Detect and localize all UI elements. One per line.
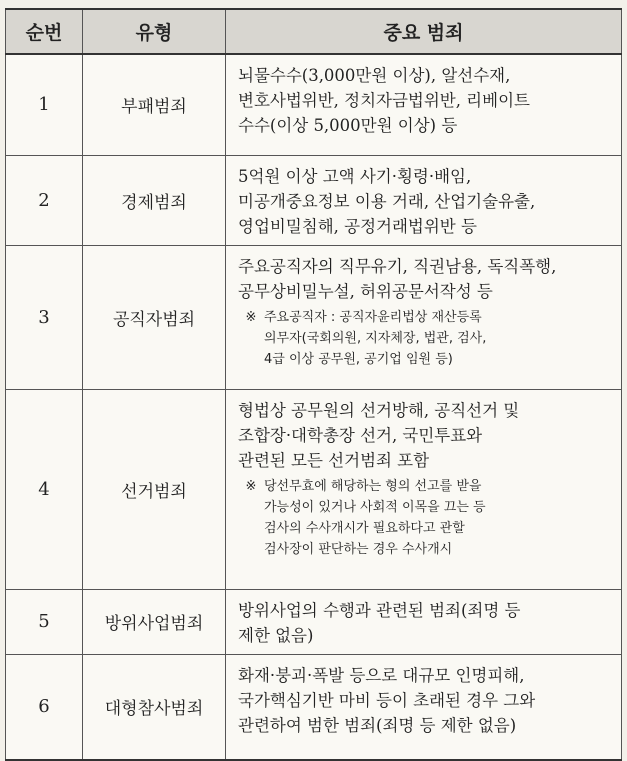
crime-table-wrapper <box>5 8 621 761</box>
description-text <box>238 598 615 648</box>
footnote <box>238 476 615 560</box>
row-number: 1 <box>6 54 83 155</box>
crime-description <box>226 654 622 760</box>
footnote-line: 가능성이 있거나 사회적 이목을 끄는 등 <box>264 499 486 515</box>
footnote-text <box>264 307 486 370</box>
reference-mark-icon: ※ <box>245 309 257 325</box>
description-line: 뇌물수수(3,000만원 이상), 알선수재, <box>238 66 511 85</box>
description-line: 변호사법위반, 정치자금법위반, 리베이트 <box>238 91 530 110</box>
description-line: 공무상비밀누설, 허위공문서작성 등 <box>238 281 493 301</box>
description-line: 형법상 공무원의 선거방해, 공직선거 및 <box>238 400 520 420</box>
table-row <box>6 54 622 155</box>
crime-description <box>226 54 622 155</box>
description-line: 조합장·대학총장 선거, 국민투표와 <box>238 425 483 445</box>
description-line: 미공개중요정보 이용 거래, 산업기술유출, <box>238 191 536 211</box>
footnote-line: 4급 이상 공무원, 공기업 임원 등) <box>264 351 453 367</box>
reference-mark-icon: ※ <box>245 478 257 494</box>
table-row <box>6 245 622 389</box>
crime-description <box>226 389 622 589</box>
table-row <box>6 654 622 760</box>
crime-description <box>226 245 622 389</box>
table-row <box>6 155 622 245</box>
description-line: 관련된 모든 선거범죄 포함 <box>238 450 430 470</box>
description-text <box>238 398 615 473</box>
footnote-line: 당선무효에 해당하는 형의 선고를 받을 <box>264 478 482 494</box>
footnote-line: 검사장이 판단하는 경우 수사개시 <box>264 541 453 557</box>
crime-table <box>5 8 622 761</box>
crime-type: 선거범죄 <box>83 389 226 589</box>
description-text <box>238 254 615 304</box>
description-line: 화재·붕괴·폭발 등으로 대규모 인명피해, <box>238 665 525 685</box>
header-number: 순번 <box>6 9 83 54</box>
description-text <box>238 164 615 239</box>
row-number: 4 <box>6 389 83 589</box>
description-line: 국가핵심기반 마비 등이 초래된 경우 그와 <box>238 690 536 710</box>
table-row <box>6 389 622 589</box>
row-number: 2 <box>6 155 83 245</box>
footnote <box>238 307 615 370</box>
header-type: 유형 <box>83 9 226 54</box>
row-number: 6 <box>6 654 83 760</box>
footnote-text <box>264 476 486 560</box>
description-text <box>238 663 615 738</box>
description-text <box>238 63 615 138</box>
description-line: 5억원 이상 고액 사기·횡령·배임, <box>238 166 472 186</box>
crime-type: 부패범죄 <box>83 54 226 155</box>
footnote-line: 주요공직자 : 공직자윤리법상 재산등록 <box>264 309 482 325</box>
crime-type: 공직자범죄 <box>83 245 226 389</box>
footnote-line: 의무자(국회의원, 지자체장, 법관, 검사, <box>264 330 487 346</box>
description-line: 방위사업의 수행과 관련된 범죄(죄명 등 <box>238 600 521 620</box>
header-major-crimes: 중요 범죄 <box>226 9 622 54</box>
description-line: 제한 없음) <box>238 625 314 645</box>
crime-type: 대형참사범죄 <box>83 654 226 760</box>
description-line: 영업비밀침해, 공정거래법위반 등 <box>238 216 477 236</box>
description-line: 주요공직자의 직무유기, 직권남용, 독직폭행, <box>238 256 557 276</box>
crime-description <box>226 589 622 654</box>
table-row <box>6 589 622 654</box>
crime-type: 방위사업범죄 <box>83 589 226 654</box>
description-line: 관련하여 범한 범죄(죄명 등 제한 없음) <box>238 715 517 735</box>
description-line: 수수(이상 5,000만원 이상) 등 <box>238 116 458 135</box>
footnote-line: 검사의 수사개시가 필요하다고 관할 <box>264 520 465 536</box>
row-number: 3 <box>6 245 83 389</box>
table-body <box>6 54 622 760</box>
header-row <box>6 9 622 54</box>
crime-description <box>226 155 622 245</box>
crime-type: 경제범죄 <box>83 155 226 245</box>
row-number: 5 <box>6 589 83 654</box>
